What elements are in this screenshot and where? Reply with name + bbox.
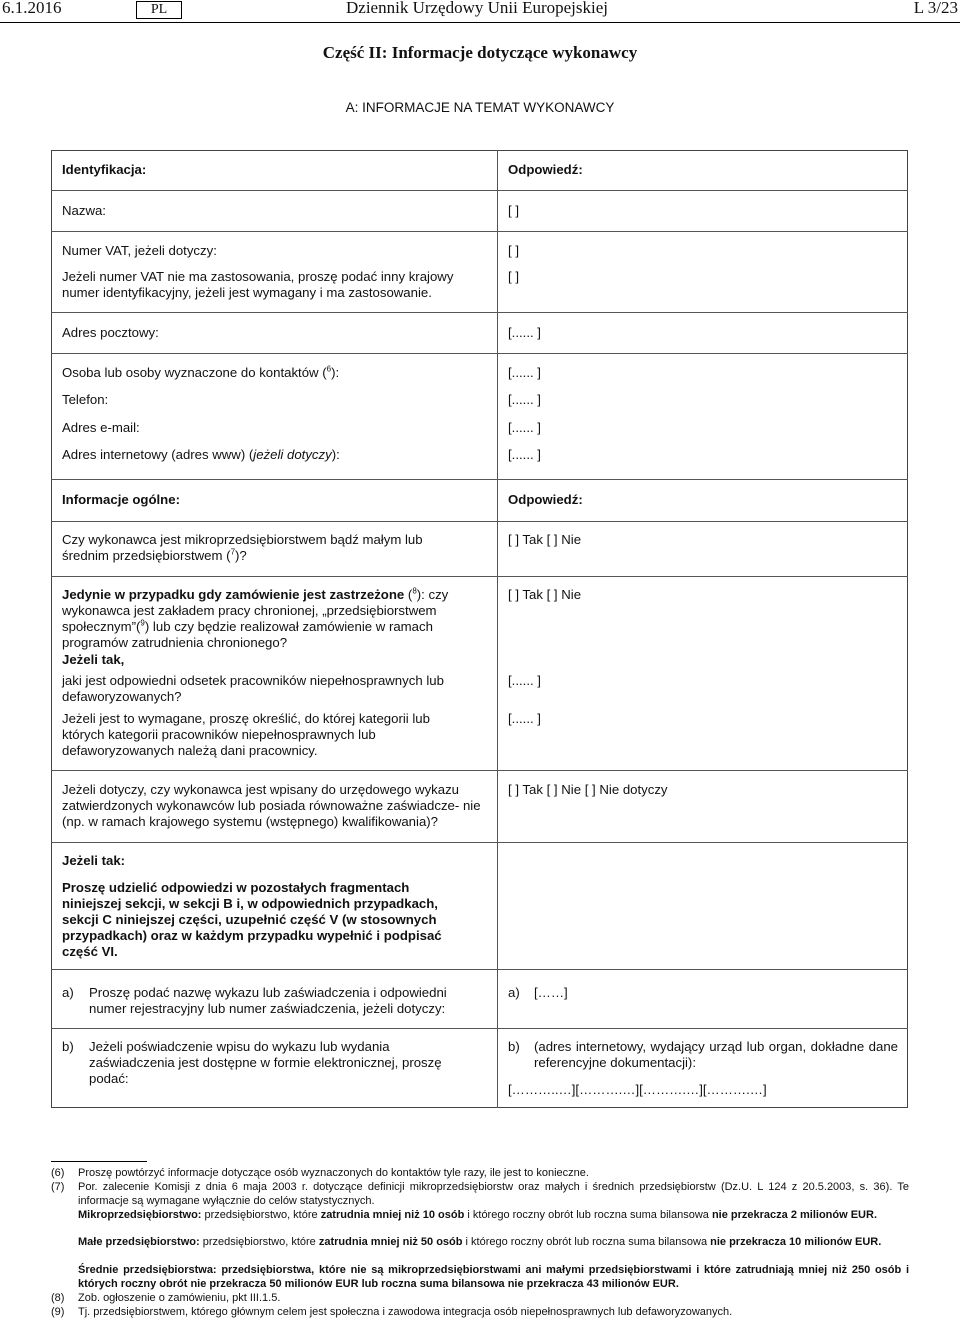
page-reference: L 3/23: [913, 0, 958, 17]
row-divider: [51, 576, 908, 577]
footnote-text: Średnie przedsiębiorstwa: przedsiębiorstwa, które nie są mikroprzedsiębiorstwami ani małymi przedsiębiorstwami i które zatrudniają mniej niż 250 osób i których roczny obrót nie przekracza 50 milionów EUR lub roczna suma bilansowa nie przekracza 43 milionów EUR.: [78, 1264, 909, 1290]
contact-field[interactable]: [...... ]: [508, 365, 541, 380]
answer-heading: Odpowiedź:: [508, 492, 583, 507]
item-b-answer-letter: b): [508, 1039, 520, 1054]
if-yes-label: Jeżeli tak:: [62, 853, 126, 868]
footnote-rule: [51, 1161, 147, 1162]
publication-date: 6.1.2016: [2, 0, 62, 17]
answer-heading: Odpowiedź:: [508, 162, 583, 177]
row-divider: [51, 312, 908, 313]
row-divider: [51, 353, 908, 354]
footnote-number: (6): [51, 1167, 65, 1179]
official-list-question: Jeżeli dotyczy, czy wykonawca jest wpisany do urzędowego wykazu zatwierdzonych wykonawców lub posiada równoważne zaświadcze- nie (np. w ramach krajowego systemu (wstępnego) kwalifikowania)?: [62, 782, 481, 829]
language-badge: PL: [136, 1, 182, 19]
phone-label: Telefon:: [62, 392, 109, 407]
general-heading: Informacje ogólne:: [62, 492, 180, 507]
footnote-text: Małe przedsiębiorstwo: przedsiębiorstwo, które zatrudnia mniej niż 50 osób i którego roczny obrót lub roczna suma bilansowa nie przekracza 10 milionów EUR.: [78, 1236, 882, 1248]
sme-answer[interactable]: [ ] Tak [ ] Nie: [508, 532, 582, 547]
identification-heading: Identyfikacja:: [62, 162, 147, 177]
footnote-text: Por. zalecenie Komisji z dnia 6 maja 2003 r. dotyczące definicji mikroprzedsiębiorstw oraz małych i średnich przedsiębiorstw (Dz.U. L 124 z 20.5.2003, s. 36). Te informacje są wymagane wyłącznie do celów statystycznych.: [78, 1181, 909, 1207]
item-b-fields[interactable]: [………..…][……….…][……….…][……….…]: [508, 1082, 767, 1097]
vat-label: Numer VAT, jeżeli dotyczy:: [62, 243, 217, 258]
category-question: Jeżeli jest to wymagane, proszę określić, do której kategorii lub których kategorii pracowników niepełnosprawnych lub defaworyzowanych należą dani pracownicy.: [62, 711, 430, 758]
row-divider: [51, 190, 908, 191]
item-b-question: Jeżeli poświadczenie wpisu do wykazu lub wydania zaświadczenia jest dostępne w formie elektronicznej, proszę podać:: [89, 1039, 442, 1086]
column-divider: [497, 150, 498, 1108]
category-field[interactable]: [...... ]: [508, 711, 541, 726]
official-list-answer[interactable]: [ ] Tak [ ] Nie [ ] Nie dotyczy: [508, 782, 668, 797]
row-divider: [51, 842, 908, 843]
row-divider: [51, 770, 908, 771]
footnote-number: (9): [51, 1306, 65, 1318]
phone-field[interactable]: [...... ]: [508, 392, 541, 407]
page-header: [0, 0, 960, 23]
item-a-question: Proszę podać nazwę wykazu lub zaświadczenia i odpowiedni numer rejestracyjny lub numer zaświadczenia, jeżeli dotyczy:: [89, 985, 447, 1016]
other-id-field[interactable]: [ ]: [508, 269, 519, 284]
item-b-letter: b): [62, 1039, 74, 1054]
row-divider: [51, 969, 908, 970]
footnote-text: Zob. ogłoszenie o zamówieniu, pkt III.1.5.: [78, 1292, 281, 1304]
footnote-text: Proszę powtórzyć informacje dotyczące osób wyznaczonych do kontaktów tyle razy, ile jest to konieczne.: [78, 1167, 589, 1179]
instruction-text: Proszę udzielić odpowiedzi w pozostałych fragmentach niniejszej sekcji, w sekcji B i, w odpowiednich przypadkach, sekcji C niniejszej części, uzupełnić część V (w stosownych przypadkach) oraz w każdym przypadku wypełnić i podpisać część VI.: [62, 880, 442, 959]
other-id-label: Jeżeli numer VAT nie ma zastosowania, proszę podać inny krajowy numer identyfikacyjny, jeżeli jest wymagany i ma zastosowanie.: [62, 269, 454, 300]
name-field[interactable]: [ ]: [508, 203, 519, 218]
item-a-field[interactable]: [……]: [534, 985, 568, 1000]
item-a-letter: a): [62, 985, 74, 1000]
part-title: Część II: Informacje dotyczące wykonawcy: [322, 43, 638, 62]
row-divider: [51, 479, 908, 480]
journal-title: Dziennik Urzędowy Unii Europejskiej: [346, 0, 609, 17]
item-b-answer: (adres internetowy, wydający urząd lub organ, dokładne dane referencyjne dokumentacji):: [534, 1039, 898, 1070]
footnote-text: Tj. przedsiębiorstwem, którego głównym celem jest społeczna i zawodowa integracja osób niepełnosprawnych lub defaworyzowanych.: [78, 1306, 733, 1318]
name-label: Nazwa:: [62, 203, 106, 218]
vat-field[interactable]: [ ]: [508, 243, 519, 258]
footnote-text: Mikroprzedsiębiorstwo: przedsiębiorstwo, które zatrudnia mniej niż 10 osób i którego roczny obrót lub roczna suma bilansowa nie przekracza 2 milionów EUR.: [78, 1209, 878, 1221]
footnote-number: (7): [51, 1181, 65, 1193]
reserved-answer[interactable]: [ ] Tak [ ] Nie: [508, 587, 582, 602]
email-label: Adres e-mail:: [62, 420, 140, 435]
if-yes-label: Jeżeli tak,: [62, 652, 125, 667]
section-subtitle: A: INFORMACJE NA TEMAT WYKONAWCY: [345, 100, 615, 115]
address-label: Adres pocztowy:: [62, 325, 159, 340]
row-divider: [51, 521, 908, 522]
item-a-answer-letter: a): [508, 985, 520, 1000]
contact-label: Osoba lub osoby wyznaczone do kontaktów ($^6$):: [62, 364, 340, 380]
footnote-number: (8): [51, 1292, 65, 1304]
row-divider: [51, 231, 908, 232]
row-divider: [51, 1028, 908, 1029]
email-field[interactable]: [...... ]: [508, 420, 541, 435]
www-field[interactable]: [...... ]: [508, 447, 541, 462]
reserved-question: Jedynie w przypadku gdy zamówienie jest zastrzeżone ($^8$): czy wykonawca jest zakładem pracy chronionej, „przedsiębiorstwem społecznym”($^9$) lub czy będzie realizował zamówienie w ramach programów zatrudnienia chronionego?: [62, 586, 449, 650]
percent-question: jaki jest odpowiedni odsetek pracowników niepełnosprawnych lub defaworyzowanych?: [62, 673, 444, 704]
percent-field[interactable]: [...... ]: [508, 673, 541, 688]
www-label: Adres internetowy (adres www) (jeżeli dotyczy):: [62, 447, 340, 462]
address-field[interactable]: [...... ]: [508, 325, 541, 340]
sme-question: Czy wykonawca jest mikroprzedsiębiorstwem bądź małym lub średnim przedsiębiorstwem ($^7$)?: [62, 532, 423, 563]
